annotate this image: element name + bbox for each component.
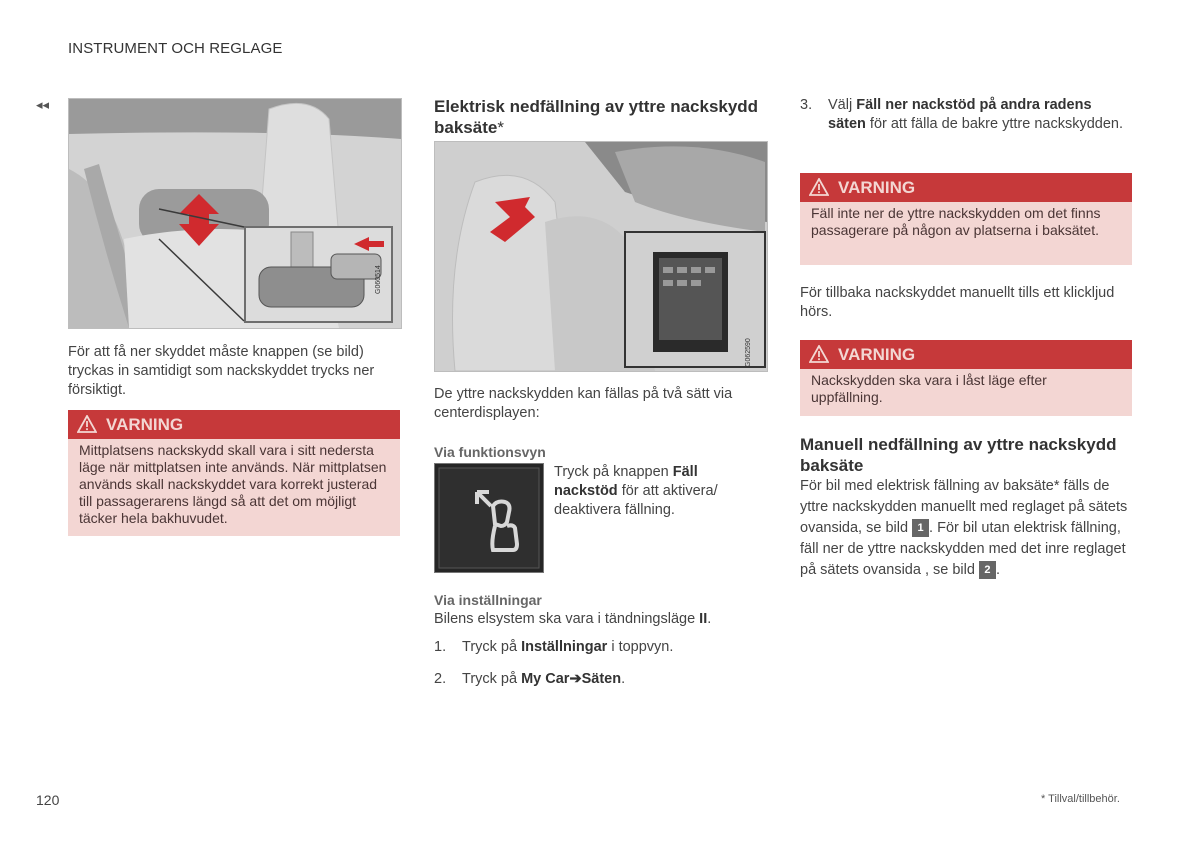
- warning-icon: [77, 415, 97, 433]
- step-3: 3. Välj Fäll ner nackstöd på andra radens säten för att fälla de bakre yttre nackskydden.: [800, 97, 1123, 132]
- section-title: INSTRUMENT OCH REGLAGE: [68, 40, 283, 57]
- subheading-function-view: Via funktionsvyn: [434, 444, 546, 460]
- step-1: 1. Tryck på Inställningar i toppvyn.: [434, 639, 674, 655]
- warning-box-2: [800, 173, 1132, 265]
- headrest-button-illustration: [68, 98, 402, 329]
- section-heading-manual: Manuell nedfällning av yttre nackskydd baksäte: [800, 435, 1117, 475]
- image-code: G062590: [745, 338, 752, 367]
- subheading-settings: Via inställningar: [434, 592, 542, 608]
- col2-intro: De yttre nackskydden kan fällas på två sätt via centerdisplayen:: [434, 386, 733, 421]
- page-number: 120: [36, 792, 60, 808]
- seat-illustration: [69, 99, 401, 328]
- warning-text: Fäll inte ner de yttre nackskydden om det finns passagerare på någon av platserna i baksätet.: [800, 202, 1132, 265]
- warning-text: Nackskydden ska vara i låst läge efter uppfällning.: [800, 369, 1132, 416]
- rear-seat-display-illustration: [434, 141, 768, 372]
- warning-icon: [809, 178, 829, 196]
- warning-title: VARNING: [838, 345, 916, 364]
- warning-box-3: [800, 340, 1132, 416]
- warning-icon: [809, 345, 829, 363]
- fold-headrest-button[interactable]: [434, 463, 544, 573]
- ignition-text: Bilens elsystem ska vara i tändningsläge II.: [434, 611, 712, 627]
- warning-text: Mittplatsens nackskydd skall vara i sitt nedersta läge när mittplatsen inte används. När mittplatsen används skall nackskyddet vara korrekt justerad till passagerarens längd så att det om möjligt täcker hela bakhuvudet.: [68, 439, 400, 536]
- figure-ref-1: 1: [912, 519, 929, 537]
- section-heading-electric: Elektrisk nedfällning av yttre nackskydd baksäte*: [434, 97, 759, 137]
- function-view-text: Tryck på knappen Fäll nackstöd för att aktivera/ deaktivera fällning.: [554, 464, 718, 518]
- step-2: 2. Tryck på My Car➔Säten.: [434, 671, 626, 687]
- warning-title: VARNING: [838, 178, 916, 197]
- previous-page-icon[interactable]: ◂◂: [36, 97, 50, 112]
- figure-ref-2: 2: [979, 561, 996, 579]
- col1-caption: För att få ner skyddet måste knappen (se bild) tryckas in samtidigt som nackskyddet trycks ner försiktigt.: [68, 344, 375, 398]
- warning-title: VARNING: [106, 415, 184, 434]
- warning-box-1: [68, 410, 400, 536]
- rear-seat-illustration: [435, 142, 767, 371]
- image-code: G060514: [375, 265, 382, 294]
- arrow-right-icon: ➔: [569, 671, 582, 687]
- fold-headrest-icon: [435, 464, 543, 572]
- col3-para2: För bil med elektrisk fällning av baksäte* fälls de yttre nackskydden manuellt med reglaget på sätets ovansida, se bild 1 . För bil utan elektrisk fällning, fäll ner de yttre nackskydden med det inre reglaget på sätets ovansida , se bild 2 .: [800, 478, 1128, 578]
- footnote: * Tillval/tillbehör.: [1041, 793, 1120, 805]
- col3-para1: För tillbaka nackskyddet manuellt tills ett klickljud hörs.: [800, 285, 1115, 320]
